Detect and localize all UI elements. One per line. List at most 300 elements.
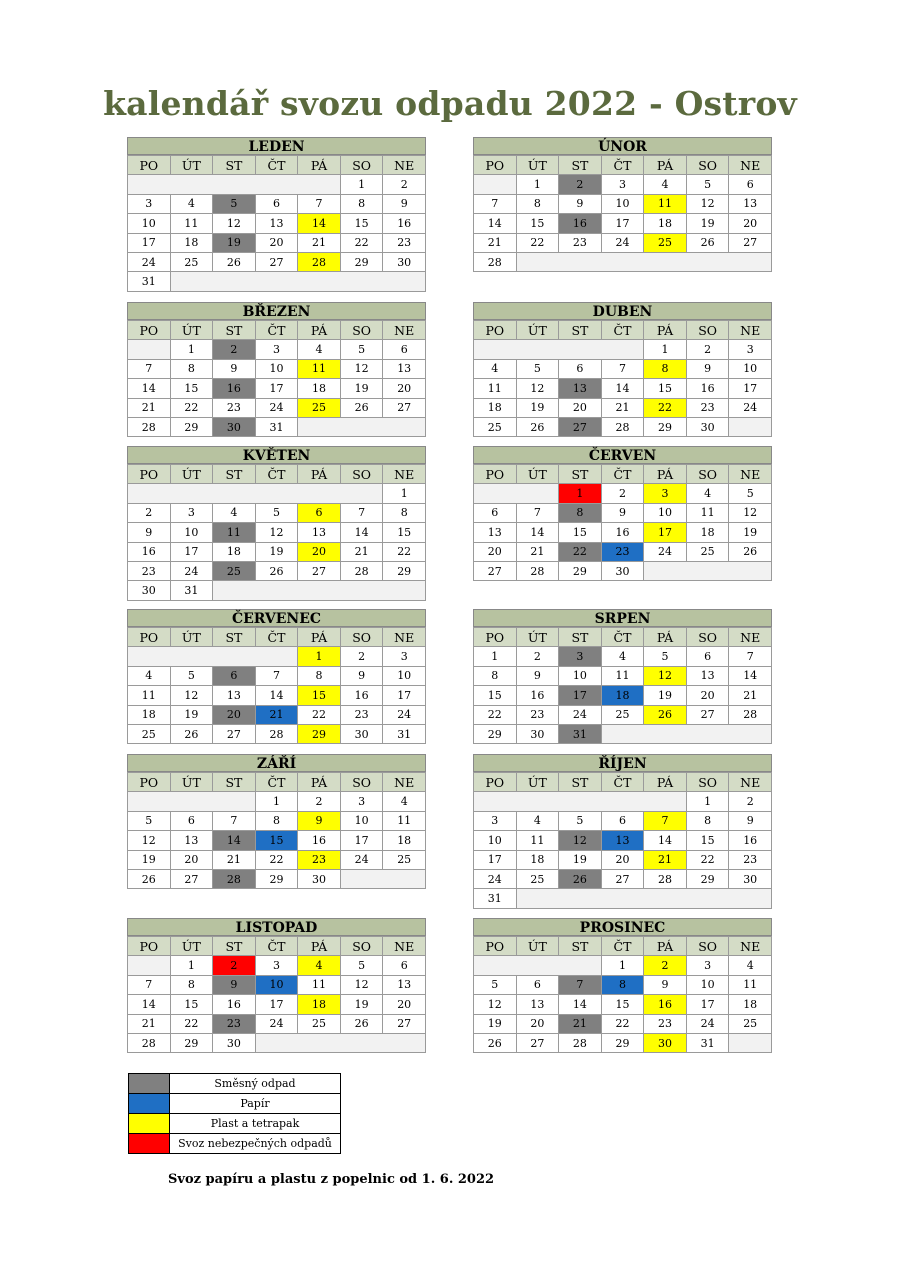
day-cell: 10	[729, 359, 772, 378]
weekday-label: PO	[128, 321, 171, 340]
day-cell: 5	[729, 484, 772, 503]
day-cell: 29	[383, 561, 426, 580]
day-cell: 24	[340, 850, 383, 869]
legend-label: Plast a tetrapak	[170, 1114, 341, 1134]
month-grid	[473, 464, 772, 581]
month-name: LISTOPAD	[127, 918, 426, 936]
legend-row	[129, 1134, 341, 1154]
day-cell: 14	[128, 995, 171, 1014]
weekday-label: ST	[559, 937, 602, 956]
day-cell: 28	[298, 252, 341, 271]
day-cell: 14	[729, 666, 772, 685]
day-cell: 20	[686, 686, 729, 705]
day-cell: 15	[340, 214, 383, 233]
day-cell: 18	[170, 233, 213, 252]
day-cell: 4	[298, 956, 341, 975]
weekday-label: ÚT	[170, 321, 213, 340]
day-cell: 9	[686, 359, 729, 378]
day-cell: 13	[170, 831, 213, 850]
weekday-label: PÁ	[298, 465, 341, 484]
day-cell: 25	[170, 252, 213, 271]
day-cell: 12	[686, 194, 729, 213]
month-grid	[127, 936, 426, 1053]
legend-row	[129, 1114, 341, 1134]
weekday-label: ST	[213, 773, 256, 792]
day-cell: 1	[559, 484, 602, 503]
day-cell: 11	[298, 975, 341, 994]
day-cell: 15	[170, 379, 213, 398]
day-cell: 1	[255, 792, 298, 811]
day-cell: 26	[474, 1033, 517, 1052]
day-cell: 5	[644, 647, 687, 666]
day-cell: 20	[255, 233, 298, 252]
weekday-label: SO	[340, 773, 383, 792]
week-row	[474, 889, 772, 908]
week-row	[474, 705, 772, 724]
month-calendar	[127, 609, 426, 744]
day-cell: 28	[128, 417, 171, 436]
day-cell: 23	[383, 233, 426, 252]
day-cell: 28	[559, 1033, 602, 1052]
day-cell: 15	[601, 995, 644, 1014]
day-cell: 12	[474, 995, 517, 1014]
weekday-label: ST	[213, 465, 256, 484]
week-row	[128, 792, 426, 811]
day-cell: 29	[170, 1033, 213, 1052]
day-cell: 11	[170, 214, 213, 233]
day-cell: 10	[601, 194, 644, 213]
day-cell: 8	[474, 666, 517, 685]
day-cell: 22	[686, 850, 729, 869]
month-name: DUBEN	[473, 302, 772, 320]
day-cell: 24	[644, 542, 687, 561]
day-cell: 11	[474, 379, 517, 398]
day-cell: 9	[298, 811, 341, 830]
weekday-label: ÚT	[516, 321, 559, 340]
day-cell: 3	[340, 792, 383, 811]
day-cell: 1	[686, 792, 729, 811]
day-cell: 27	[601, 869, 644, 888]
month-name: ZÁŘÍ	[127, 754, 426, 772]
day-cell: 21	[644, 850, 687, 869]
day-cell: 26	[559, 869, 602, 888]
day-cell: 3	[559, 647, 602, 666]
week-row	[128, 724, 426, 743]
weekday-label: PO	[128, 156, 171, 175]
day-cell: 15	[383, 523, 426, 542]
day-cell: 16	[686, 379, 729, 398]
day-cell: 6	[729, 175, 772, 194]
day-cell: 21	[729, 686, 772, 705]
day-cell: 4	[383, 792, 426, 811]
day-cell: 25	[601, 705, 644, 724]
day-cell: 17	[644, 523, 687, 542]
day-cell: 28	[601, 417, 644, 436]
day-cell: 27	[383, 1014, 426, 1033]
day-cell: 30	[383, 252, 426, 271]
weekday-label: ÚT	[516, 465, 559, 484]
day-cell: 29	[644, 417, 687, 436]
weekday-header-row	[474, 465, 772, 484]
day-cell: 22	[255, 850, 298, 869]
day-cell: 7	[213, 811, 256, 830]
day-cell: 29	[559, 561, 602, 580]
day-cell: 16	[516, 686, 559, 705]
day-cell: 1	[474, 647, 517, 666]
week-row	[128, 581, 426, 600]
month-calendar	[127, 137, 426, 292]
day-cell: 11	[213, 523, 256, 542]
day-cell: 8	[644, 359, 687, 378]
day-cell: 21	[516, 542, 559, 561]
month-grid	[127, 627, 426, 744]
day-cell: 16	[340, 686, 383, 705]
weekday-header-row	[128, 773, 426, 792]
day-cell: 20	[298, 542, 341, 561]
day-cell: 18	[601, 686, 644, 705]
week-row	[128, 379, 426, 398]
day-cell: 6	[383, 340, 426, 359]
day-cell: 19	[213, 233, 256, 252]
empty-cell	[128, 340, 171, 359]
empty-cell	[298, 417, 426, 436]
day-cell: 26	[644, 705, 687, 724]
day-cell: 12	[340, 359, 383, 378]
week-row	[474, 686, 772, 705]
day-cell: 2	[559, 175, 602, 194]
day-cell: 16	[298, 831, 341, 850]
day-cell: 23	[128, 561, 171, 580]
day-cell: 18	[516, 850, 559, 869]
weekday-label: PÁ	[298, 156, 341, 175]
day-cell: 28	[128, 1033, 171, 1052]
page-title: kalendář svozu odpadu 2022 - Ostrov	[103, 84, 797, 123]
day-cell: 6	[213, 666, 256, 685]
day-cell: 25	[474, 417, 517, 436]
weekday-label: PO	[474, 465, 517, 484]
day-cell: 26	[729, 542, 772, 561]
day-cell: 1	[516, 175, 559, 194]
empty-cell	[340, 869, 425, 888]
day-cell: 17	[255, 995, 298, 1014]
day-cell: 19	[729, 523, 772, 542]
day-cell: 15	[170, 995, 213, 1014]
day-cell: 7	[559, 975, 602, 994]
day-cell: 29	[170, 417, 213, 436]
day-cell: 13	[298, 523, 341, 542]
day-cell: 8	[340, 194, 383, 213]
day-cell: 30	[340, 724, 383, 743]
weekday-label: PO	[474, 937, 517, 956]
day-cell: 20	[601, 850, 644, 869]
weekday-label: PO	[128, 937, 171, 956]
empty-cell	[128, 647, 298, 666]
week-row	[474, 811, 772, 830]
week-row	[474, 956, 772, 975]
weekday-label: ČT	[255, 465, 298, 484]
day-cell: 15	[516, 214, 559, 233]
day-cell: 8	[170, 975, 213, 994]
empty-cell	[729, 417, 772, 436]
weekday-label: PÁ	[298, 321, 341, 340]
day-cell: 5	[255, 503, 298, 522]
weekday-label: ČT	[601, 937, 644, 956]
day-cell: 19	[255, 542, 298, 561]
weekday-label: ÚT	[170, 156, 213, 175]
weekday-label: ČT	[255, 937, 298, 956]
day-cell: 17	[474, 850, 517, 869]
month-grid	[473, 627, 772, 744]
weekday-header-row	[128, 465, 426, 484]
day-cell: 27	[255, 252, 298, 271]
day-cell: 14	[255, 686, 298, 705]
weekday-label: NE	[729, 628, 772, 647]
day-cell: 9	[559, 194, 602, 213]
day-cell: 14	[298, 214, 341, 233]
day-cell: 18	[383, 831, 426, 850]
day-cell: 26	[255, 561, 298, 580]
week-row	[128, 503, 426, 522]
day-cell: 23	[340, 705, 383, 724]
month-grid	[473, 320, 772, 437]
day-cell: 28	[255, 724, 298, 743]
weekday-label: PO	[128, 465, 171, 484]
day-cell: 1	[644, 340, 687, 359]
day-cell: 23	[686, 398, 729, 417]
day-cell: 4	[516, 811, 559, 830]
month-calendar	[127, 754, 426, 889]
day-cell: 8	[516, 194, 559, 213]
day-cell: 14	[516, 523, 559, 542]
day-cell: 19	[128, 850, 171, 869]
day-cell: 1	[298, 647, 341, 666]
day-cell: 10	[559, 666, 602, 685]
day-cell: 18	[298, 379, 341, 398]
day-cell: 21	[128, 1014, 171, 1033]
day-cell: 16	[213, 995, 256, 1014]
weekday-label: SO	[686, 465, 729, 484]
empty-cell	[255, 1033, 425, 1052]
day-cell: 7	[474, 194, 517, 213]
week-row	[128, 252, 426, 271]
day-cell: 30	[729, 869, 772, 888]
day-cell: 5	[340, 956, 383, 975]
day-cell: 3	[601, 175, 644, 194]
week-row	[474, 995, 772, 1014]
day-cell: 29	[601, 1033, 644, 1052]
legend-swatch	[129, 1094, 170, 1114]
empty-cell	[516, 889, 771, 908]
week-row	[128, 831, 426, 850]
day-cell: 9	[601, 503, 644, 522]
weekday-label: ST	[559, 321, 602, 340]
week-row	[474, 666, 772, 685]
week-row	[474, 503, 772, 522]
day-cell: 19	[340, 995, 383, 1014]
empty-cell	[128, 175, 341, 194]
week-row	[474, 792, 772, 811]
day-cell: 10	[474, 831, 517, 850]
week-row	[474, 340, 772, 359]
day-cell: 5	[213, 194, 256, 213]
weekday-header-row	[474, 773, 772, 792]
week-row	[474, 542, 772, 561]
empty-cell	[128, 484, 383, 503]
day-cell: 28	[474, 252, 517, 271]
day-cell: 22	[170, 1014, 213, 1033]
weekday-header-row	[474, 628, 772, 647]
day-cell: 6	[559, 359, 602, 378]
week-row	[128, 850, 426, 869]
day-cell: 23	[298, 850, 341, 869]
day-cell: 7	[128, 359, 171, 378]
day-cell: 12	[729, 503, 772, 522]
month-calendar	[473, 754, 772, 909]
weekday-label: ČT	[255, 321, 298, 340]
month-grid	[473, 155, 772, 272]
day-cell: 30	[601, 561, 644, 580]
empty-cell	[729, 1033, 772, 1052]
day-cell: 4	[474, 359, 517, 378]
day-cell: 11	[128, 686, 171, 705]
day-cell: 26	[213, 252, 256, 271]
week-row	[474, 175, 772, 194]
day-cell: 25	[686, 542, 729, 561]
day-cell: 22	[474, 705, 517, 724]
day-cell: 30	[516, 724, 559, 743]
day-cell: 26	[128, 869, 171, 888]
day-cell: 17	[729, 379, 772, 398]
day-cell: 23	[559, 233, 602, 252]
legend-swatch	[129, 1074, 170, 1094]
weekday-label: ÚT	[170, 465, 213, 484]
day-cell: 17	[383, 686, 426, 705]
week-row	[128, 647, 426, 666]
day-cell: 12	[255, 523, 298, 542]
day-cell: 9	[213, 359, 256, 378]
day-cell: 1	[340, 175, 383, 194]
day-cell: 5	[170, 666, 213, 685]
month-calendar	[127, 446, 426, 601]
day-cell: 5	[559, 811, 602, 830]
week-row	[474, 975, 772, 994]
day-cell: 14	[601, 379, 644, 398]
day-cell: 23	[516, 705, 559, 724]
day-cell: 2	[516, 647, 559, 666]
weekday-label: SO	[340, 628, 383, 647]
day-cell: 7	[729, 647, 772, 666]
day-cell: 16	[644, 995, 687, 1014]
weekday-label: NE	[729, 156, 772, 175]
day-cell: 10	[255, 975, 298, 994]
day-cell: 25	[298, 398, 341, 417]
empty-cell	[474, 340, 644, 359]
weekday-label: PÁ	[644, 321, 687, 340]
day-cell: 9	[128, 523, 171, 542]
day-cell: 4	[686, 484, 729, 503]
weekday-label: PÁ	[298, 937, 341, 956]
day-cell: 2	[729, 792, 772, 811]
day-cell: 6	[601, 811, 644, 830]
day-cell: 18	[686, 523, 729, 542]
weekday-label: ST	[559, 773, 602, 792]
day-cell: 21	[255, 705, 298, 724]
day-cell: 24	[128, 252, 171, 271]
weekday-label: ÚT	[516, 628, 559, 647]
weekday-label: NE	[729, 321, 772, 340]
day-cell: 20	[474, 542, 517, 561]
weekday-label: PÁ	[644, 937, 687, 956]
day-cell: 5	[516, 359, 559, 378]
day-cell: 4	[729, 956, 772, 975]
day-cell: 3	[474, 811, 517, 830]
day-cell: 6	[170, 811, 213, 830]
day-cell: 23	[213, 398, 256, 417]
day-cell: 12	[516, 379, 559, 398]
week-row	[474, 398, 772, 417]
day-cell: 24	[255, 398, 298, 417]
week-row	[128, 705, 426, 724]
day-cell: 11	[686, 503, 729, 522]
day-cell: 7	[128, 975, 171, 994]
day-cell: 8	[686, 811, 729, 830]
legend-swatch	[129, 1134, 170, 1154]
month-name: KVĚTEN	[127, 446, 426, 464]
day-cell: 27	[298, 561, 341, 580]
day-cell: 1	[601, 956, 644, 975]
day-cell: 11	[383, 811, 426, 830]
week-row	[474, 1014, 772, 1033]
weekday-label: SO	[340, 937, 383, 956]
day-cell: 31	[128, 272, 171, 291]
week-row	[128, 1014, 426, 1033]
weekday-label: ST	[213, 156, 256, 175]
week-row	[128, 398, 426, 417]
day-cell: 25	[729, 1014, 772, 1033]
day-cell: 10	[644, 503, 687, 522]
day-cell: 9	[213, 975, 256, 994]
weekday-label: ST	[559, 465, 602, 484]
week-row	[128, 417, 426, 436]
day-cell: 4	[298, 340, 341, 359]
day-cell: 15	[255, 831, 298, 850]
day-cell: 8	[255, 811, 298, 830]
week-row	[474, 647, 772, 666]
day-cell: 15	[559, 523, 602, 542]
day-cell: 8	[298, 666, 341, 685]
day-cell: 13	[559, 379, 602, 398]
day-cell: 5	[686, 175, 729, 194]
day-cell: 3	[128, 194, 171, 213]
legend-label: Směsný odpad	[170, 1074, 341, 1094]
day-cell: 4	[213, 503, 256, 522]
empty-cell	[474, 484, 559, 503]
day-cell: 16	[383, 214, 426, 233]
day-cell: 25	[128, 724, 171, 743]
day-cell: 7	[644, 811, 687, 830]
week-row	[128, 561, 426, 580]
day-cell: 30	[298, 869, 341, 888]
day-cell: 21	[601, 398, 644, 417]
weekday-label: SO	[686, 321, 729, 340]
weekday-label: ÚT	[516, 156, 559, 175]
day-cell: 26	[340, 398, 383, 417]
month-grid	[473, 772, 772, 909]
day-cell: 6	[255, 194, 298, 213]
day-cell: 9	[644, 975, 687, 994]
day-cell: 27	[559, 417, 602, 436]
day-cell: 27	[474, 561, 517, 580]
